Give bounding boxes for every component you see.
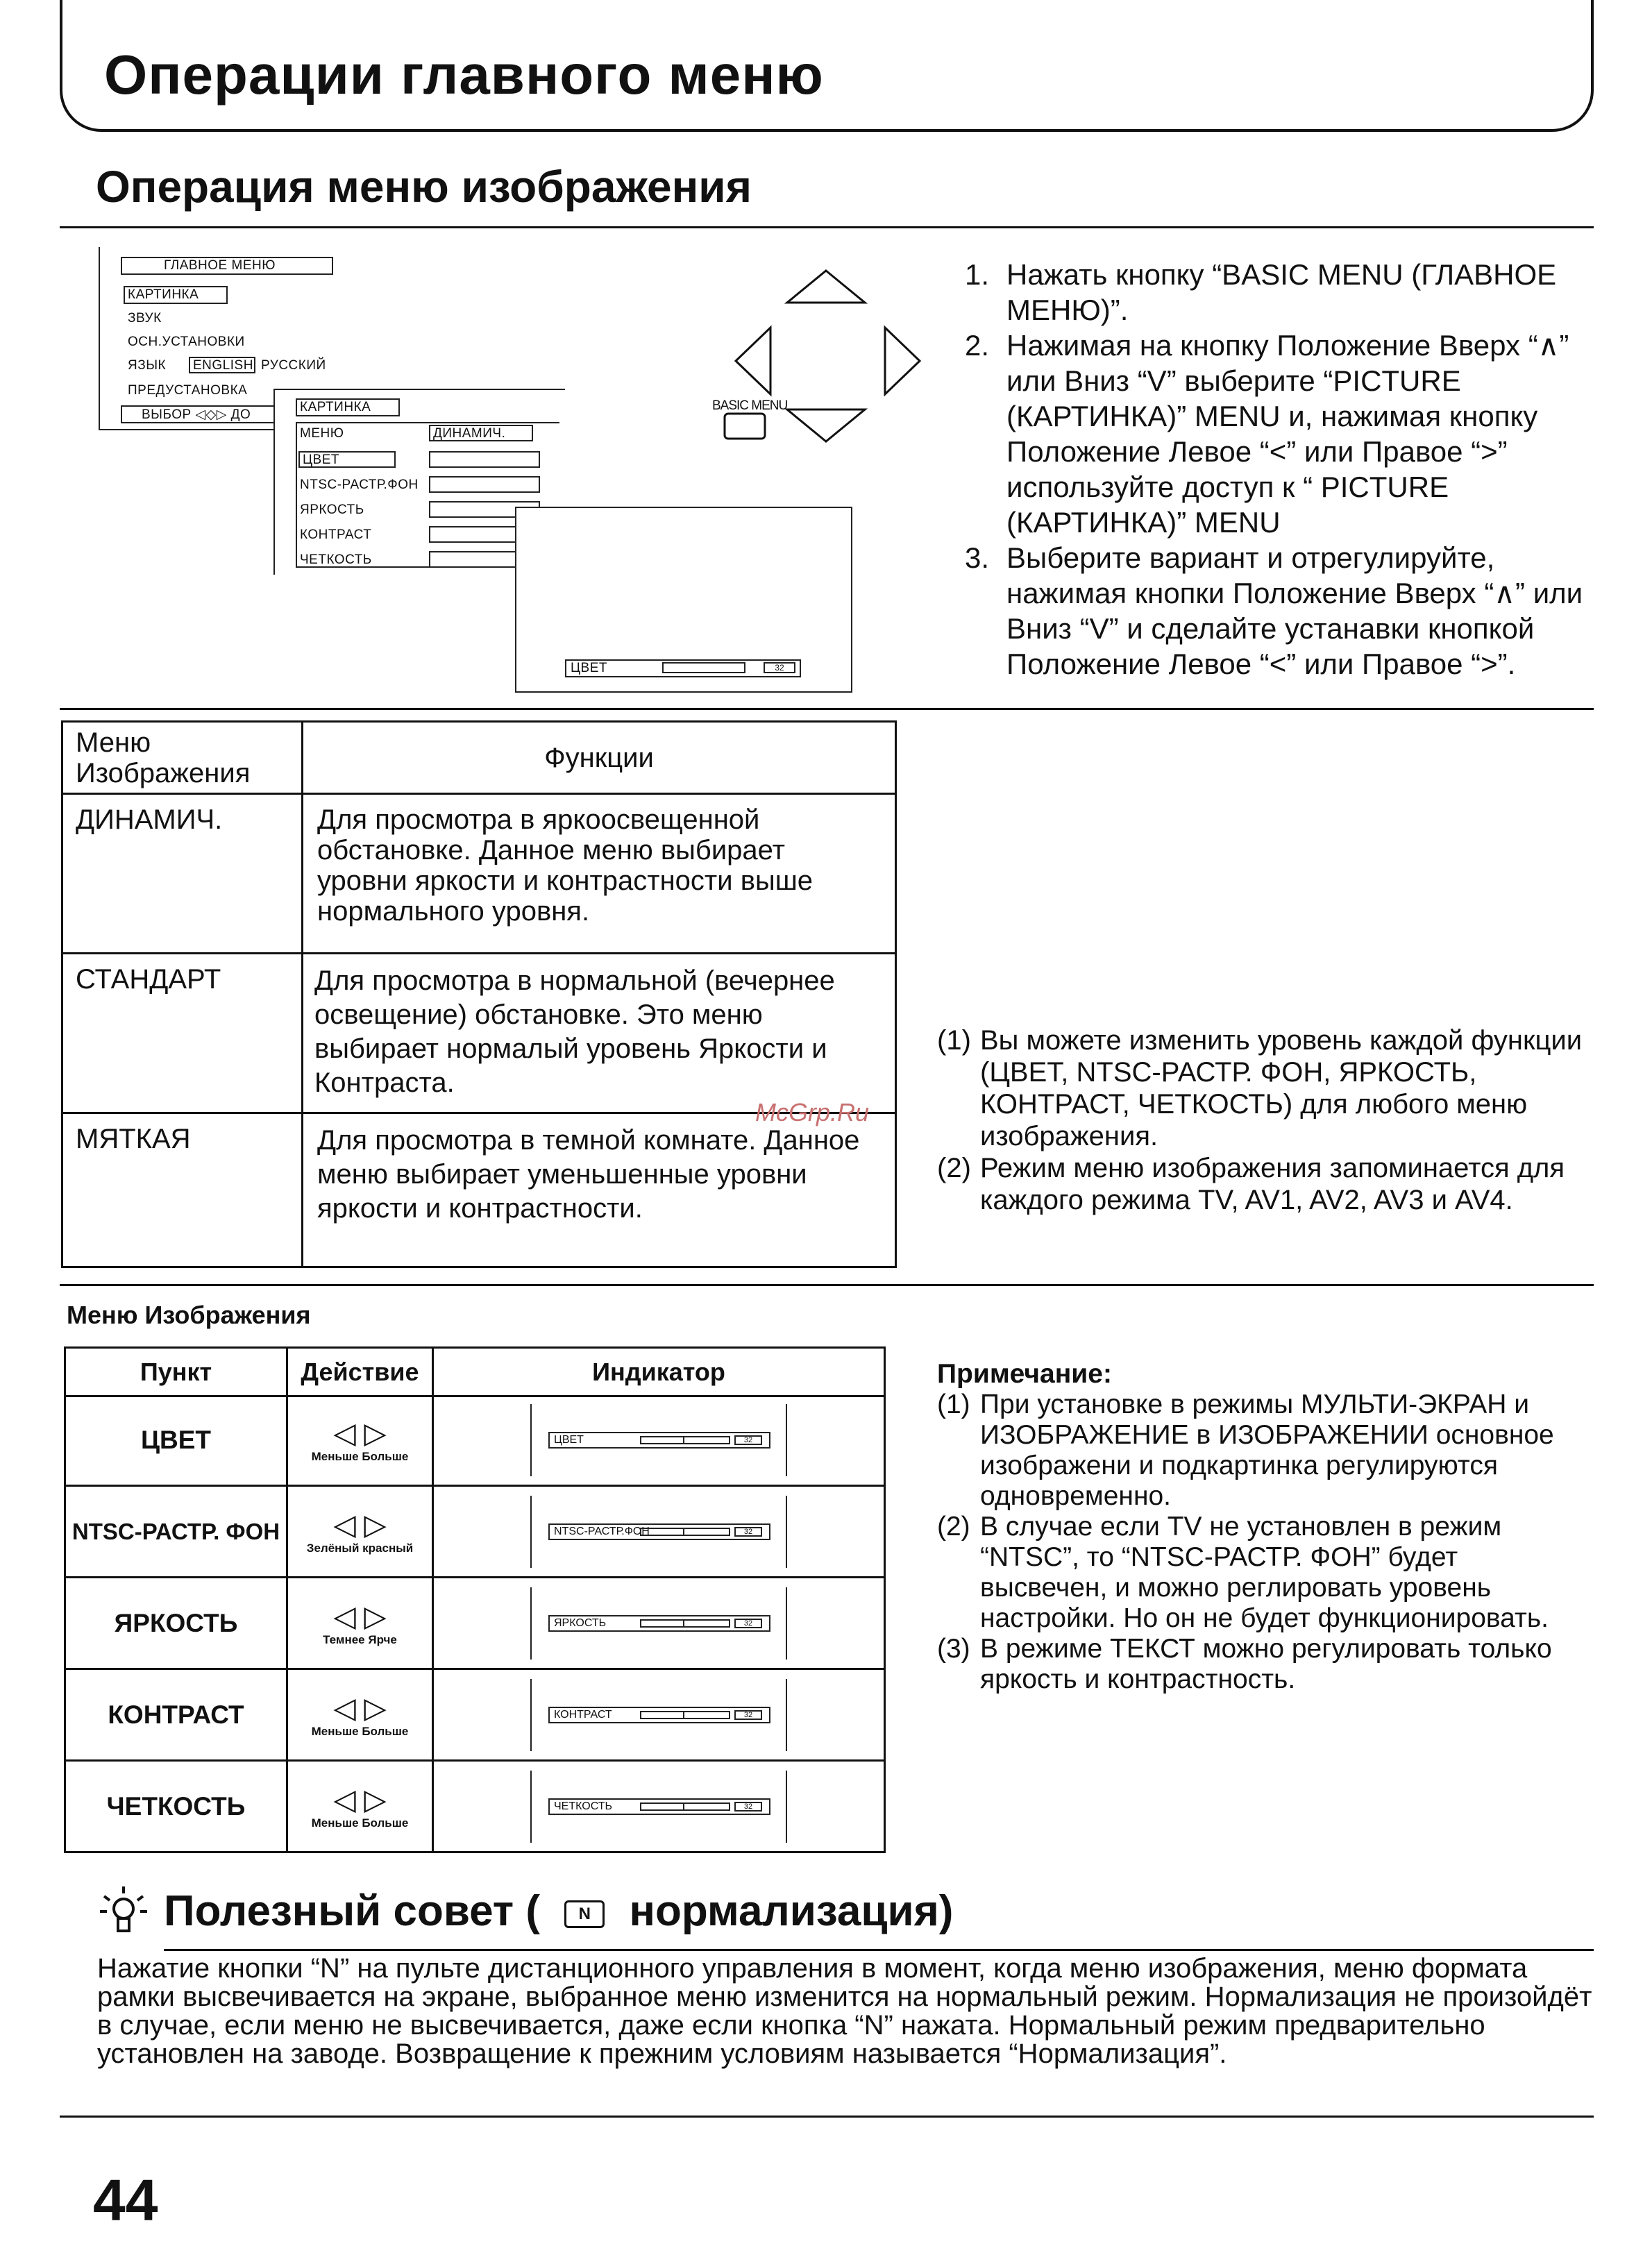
divider: [60, 708, 1594, 710]
table-header: Меню Изображения: [62, 722, 303, 794]
lightbulb-icon: [90, 1881, 153, 1943]
table-row: [64, 1762, 886, 1853]
indicator-value: 32: [734, 1710, 762, 1720]
items-table-caption: Меню Изображения: [67, 1301, 311, 1329]
menu-item-sound: ЗВУК: [128, 311, 162, 326]
divider: [60, 2116, 1594, 2118]
note-item: (1) Вы можете изменить уровень каждой функции (ЦВЕТ, NTSC-РАСТР. ФОН, ЯРКОСТЬ, КОНТРАСТ, ЧЕТКОСТЬ) для любого меню изображения.: [937, 1025, 1583, 1151]
indicator-value: 32: [734, 1527, 762, 1537]
indicator-value: 32: [734, 1619, 762, 1628]
tv-screen: [515, 507, 852, 693]
items-rows: [64, 1395, 886, 1853]
indicator-screen: [530, 1587, 787, 1660]
basic-menu-button-icon: [725, 414, 765, 439]
indicator-label: NTSC-РАСТР.ФОН: [554, 1525, 650, 1537]
up-arrow-icon: [787, 271, 865, 303]
lang-english: ENGLISH: [193, 358, 253, 373]
right-arrow-icon: ▷: [364, 1416, 387, 1449]
remarks: [937, 1359, 1583, 1695]
notes-list: [937, 1024, 1583, 1216]
down-arrow-icon: [787, 409, 865, 441]
action-right-label: Больше: [362, 1816, 409, 1830]
divider: [60, 226, 1594, 228]
left-arrow-icon: ◁: [333, 1508, 356, 1541]
right-arrow-icon: [885, 328, 920, 394]
item-name: NTSC-РАСТР. ФОН: [66, 1487, 288, 1576]
note-item: (1) При установке в режимы МУЛЬТИ-ЭКРАН и ИЗОБРАЖЕНИЕ в ИЗОБРАЖЕНИИ основное изображени и подкартинка регулируются одновременно.: [937, 1390, 1554, 1511]
row-brightness: ЯРКОСТЬ: [300, 503, 364, 517]
left-arrow-icon: ◁: [333, 1599, 356, 1632]
note-item: (3) В режиме ТЕКСТ можно регулировать только яркость и контрастность.: [937, 1634, 1552, 1694]
tv-screen-value: 32: [764, 662, 795, 673]
table-row: [64, 1578, 886, 1670]
page-title: Операции главного меню: [104, 44, 824, 105]
divider: [164, 1949, 1594, 1951]
right-arrow-icon: ▷: [364, 1508, 387, 1541]
indicator-screen: [530, 1679, 787, 1751]
remote-arrows-diagram: [708, 264, 937, 458]
item-name: КОНТРАСТ: [66, 1670, 288, 1759]
row-sharpness: ЧЕТКОСТЬ: [300, 552, 372, 567]
steps-list: [965, 257, 1603, 682]
row-color: ЦВЕТ: [303, 453, 340, 467]
indicator-value: 32: [734, 1802, 762, 1812]
tip-title: Полезный совет ( N нормализация): [164, 1887, 954, 1935]
table-header: Действие: [287, 1348, 433, 1396]
table-row: СТАНДАРТ Для просмотра в нормальной (вечернее освещение) обстановке. Это меню выбирает нормалый уровень Яркости и Контраста.: [62, 954, 896, 1113]
item-name: ЯРКОСТЬ: [66, 1578, 288, 1668]
menu-item-setup: ОСН.УСТАНОВКИ: [128, 335, 245, 349]
table-row: [64, 1487, 886, 1578]
divider: [60, 1284, 1594, 1286]
indicator-label: ЦВЕТ: [554, 1433, 584, 1446]
menu-item-picture: КАРТИНКА: [128, 287, 199, 302]
indicator-screen: [530, 1771, 787, 1843]
table-row: [64, 1670, 886, 1762]
picture-items-table: [64, 1346, 886, 1397]
indicator-value: 32: [734, 1435, 762, 1445]
tip-text: Нажатие кнопки “N” на пульте дистанционного управления в момент, когда меню изображения, меню формата рамки высвечивается на экране, выбранное меню изменится на нормальный режим. Нормализация не произойдёт в случае, если меню не высвечивается, даже если кнопка “N” нажата. Нормальный режим предварительно установлен на заводе. Возвращение к прежним условиям называется “Нормализация”.: [97, 1953, 1592, 2069]
main-menu-footer: ВЫБОР ◁◇▷ ДО: [142, 407, 251, 422]
table-header: Индикатор: [433, 1348, 885, 1396]
table-row: [64, 1395, 886, 1487]
indicator-label: КОНТРАСТ: [554, 1708, 612, 1721]
page-number: 44: [93, 2168, 158, 2233]
step-item: 3. Выберите вариант и отрегулируйте, нажимая кнопки Положение Вверх “∧” или Вниз “V” и сделайте устанавки кнопкой Положение Левое “<” или Правое “>”.: [965, 541, 1583, 680]
tv-screen-label: ЦВЕТ: [571, 661, 608, 675]
watermark: McGrp.Ru: [755, 1098, 870, 1126]
lang-russian: РУССКИЙ: [261, 358, 326, 373]
remarks-title: Примечание:: [937, 1359, 1112, 1389]
row-ntsc: NTSC-РАСТР.ФОН: [300, 478, 419, 492]
right-arrow-icon: ▷: [364, 1691, 387, 1724]
action-right-label: Больше: [362, 1449, 409, 1463]
action-left-label: Меньше: [311, 1449, 359, 1463]
action-left-label: Темнее: [323, 1632, 365, 1646]
main-menu-title: ГЛАВНОЕ МЕНЮ: [164, 258, 276, 273]
table-row: ДИНАМИЧ. Для просмотра в яркоосвещенной обстановке. Данное меню выбирает уровни яркости и контрастности выше нормального уровня.: [62, 794, 896, 954]
step-item: 1. Нажать кнопку “BASIC MENU (ГЛАВНОЕ МЕНЮ)”.: [965, 258, 1557, 326]
right-arrow-icon: ▷: [364, 1599, 387, 1632]
basic-menu-label: BASIC MENU: [712, 398, 788, 413]
indicator-label: ЯРКОСТЬ: [554, 1616, 607, 1629]
menu-item-language: ЯЗЫК: [128, 358, 167, 373]
action-right-label: Ярче: [368, 1632, 397, 1646]
item-name: ЦВЕТ: [66, 1395, 288, 1485]
table-header: Функции: [303, 722, 896, 794]
menu-value: ДИНАМИЧ.: [433, 426, 506, 441]
action-right-label: красный: [362, 1541, 414, 1555]
action-left-label: Меньше: [311, 1816, 359, 1830]
n-key-icon: N: [564, 1900, 605, 1928]
left-arrow-icon: ◁: [333, 1782, 356, 1816]
left-arrow-icon: ◁: [333, 1691, 356, 1724]
item-name: ЧЕТКОСТЬ: [66, 1762, 288, 1851]
picture-modes-table: [61, 720, 897, 1268]
table-row: МЯТКАЯ Для просмотра в темной комнате. Данное меню выбирает уменьшенные уровни яркости и контрастности.: [62, 1113, 896, 1267]
row-contrast: КОНТРАСТ: [300, 527, 372, 542]
action-left-label: Меньше: [311, 1724, 359, 1738]
picture-menu-title: КАРТИНКА: [300, 400, 371, 414]
right-arrow-icon: ▷: [364, 1782, 387, 1816]
indicator-label: ЧЕТКОСТЬ: [554, 1800, 612, 1812]
step-item: 2. Нажимая на кнопку Положение Вверх “∧” или Вниз “V” выберите “PICTURE (КАРТИНКА)” MENU и, нажимая кнопку Положение Левое “<” или Правое “>” используйте доступ к “ PICTURE (КАРТИНКА)” MENU: [965, 329, 1569, 539]
indicator-screen: [530, 1404, 787, 1476]
action-right-label: Больше: [362, 1724, 409, 1738]
indicator-screen: [530, 1496, 787, 1568]
note-item: (2) В случае если TV не установлен в режим “NTSC”, то “NTSC-РАСТР. ФОН” будет высвечен, и можно реглировать уровень настройки. Но он не будет функционировать.: [937, 1512, 1549, 1633]
note-item: (2) Режим меню изображения запоминается для каждого режима TV, AV1, AV2, AV3 и AV4.: [937, 1153, 1565, 1215]
section-title: Операция меню изображения: [96, 162, 752, 212]
menu-item-preset: ПРЕДУСТАНОВКА: [128, 383, 248, 398]
left-arrow-icon: [736, 328, 770, 394]
action-left-label: Зелёный: [306, 1541, 360, 1555]
left-arrow-icon: ◁: [333, 1416, 356, 1449]
row-menu: МЕНЮ: [300, 426, 344, 441]
table-header: Пункт: [65, 1348, 287, 1396]
